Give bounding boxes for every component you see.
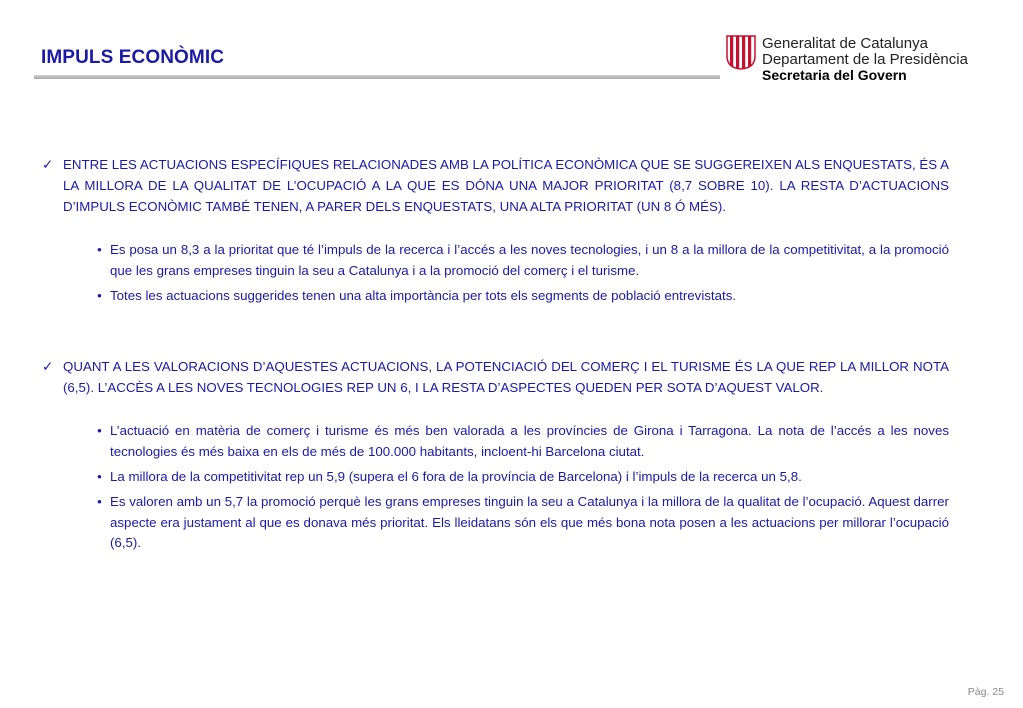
generalitat-logo — [725, 34, 995, 84]
bullet-dot-icon: • — [97, 468, 102, 484]
checkmark-icon: ✓ — [42, 358, 54, 374]
list-item — [89, 492, 949, 554]
section-1-heading — [42, 155, 949, 217]
section-2-heading — [42, 357, 949, 399]
list-item — [89, 467, 949, 488]
list-item — [89, 421, 949, 463]
section-1-bullets — [89, 240, 949, 306]
list-item — [89, 240, 949, 282]
bullet-text: Totes les actuacions suggerides tenen una alta importància per tots els segments de població entrevistats. — [110, 287, 737, 303]
bullet-text: La millora de la competitivitat rep un 5,9 (supera el 6 fora de la província de Barcelona) i l’impuls de la recerca un 5,8. — [110, 468, 802, 484]
bullet-dot-icon: • — [97, 242, 102, 258]
list-item — [89, 286, 949, 307]
bullet-text: Es valoren amb un 5,7 la promoció perquè les grans empreses tinguin la seu a Catalunya i la millora de la qualitat de l’ocupació. Aquest darrer aspecte era justament al que es donava més prioritat. Els lleidatans són els que més bona nota posen a les actuacions per millorar l’ocupació (6,5). — [110, 493, 949, 551]
content-body — [42, 155, 949, 558]
bullet-text: L’actuació en matèria de comerç i turisme és més ben valorada a les províncies de Girona i Tarragona. La nota de l’accés a les noves tecnologies és més baixa en els de més de 100.000 habitants, incloent-hi Barcelona ciutat. — [110, 423, 949, 460]
logo-line-generalitat: Generalitat de Catalunya — [762, 35, 928, 52]
title-divider — [34, 75, 720, 79]
section-1-text: ENTRE LES ACTUACIONS ESPECÍFIQUES RELACIONADES AMB LA POLÍTICA ECONÒMICA QUE SE SUGGEREIXEN ALS ENQUESTATS, ÉS A LA MILLORA DE LA QUALITAT DE L’OCUPACIÓ A LA QUE ES DÓNA UNA MAJOR PRIORITAT (8,7 SOBRE 10). LA RESTA D’ACTUACIONS D’IMPULS ECONÒMIC TAMBÉ TENEN, A PARER DELS ENQUESTATS, UNA ALTA PRIORITAT (UN 8 Ó MÉS). — [63, 157, 949, 214]
page-number: Pàg. 25 — [967, 686, 1004, 698]
bullet-text: Es posa un 8,3 a la prioritat que té l’impuls de la recerca i l’accés a les noves tecnologies, i un 8 a la millora de la competitivitat, a la promoció que les grans empreses tinguin la seu a Catalunya i a la promoció del comerç i el turisme. — [110, 242, 949, 279]
logo-line-departament: Departament de la Presidència — [762, 51, 968, 68]
section-2-text: QUANT A LES VALORACIONS D’AQUESTES ACTUACIONS, LA POTENCIACIÓ DEL COMERÇ I EL TURISME ÉS LA QUE REP LA MILLOR NOTA (6,5). L’ACCÈS A LES NOVES TECNOLOGIES REP UN 6, I LA RESTA D’ASPECTES QUEDEN PER SOTA D’AQUEST VALOR. — [63, 358, 949, 395]
catalan-flag-emblem-icon — [725, 34, 757, 70]
bullet-dot-icon: • — [97, 287, 102, 303]
bullet-dot-icon: • — [97, 423, 102, 439]
section-2-bullets — [89, 421, 949, 554]
page-title: IMPULS ECONÒMIC — [41, 47, 225, 68]
checkmark-icon: ✓ — [42, 157, 54, 172]
bullet-dot-icon: • — [97, 493, 102, 509]
logo-line-secretaria: Secretaria del Govern — [762, 67, 907, 83]
